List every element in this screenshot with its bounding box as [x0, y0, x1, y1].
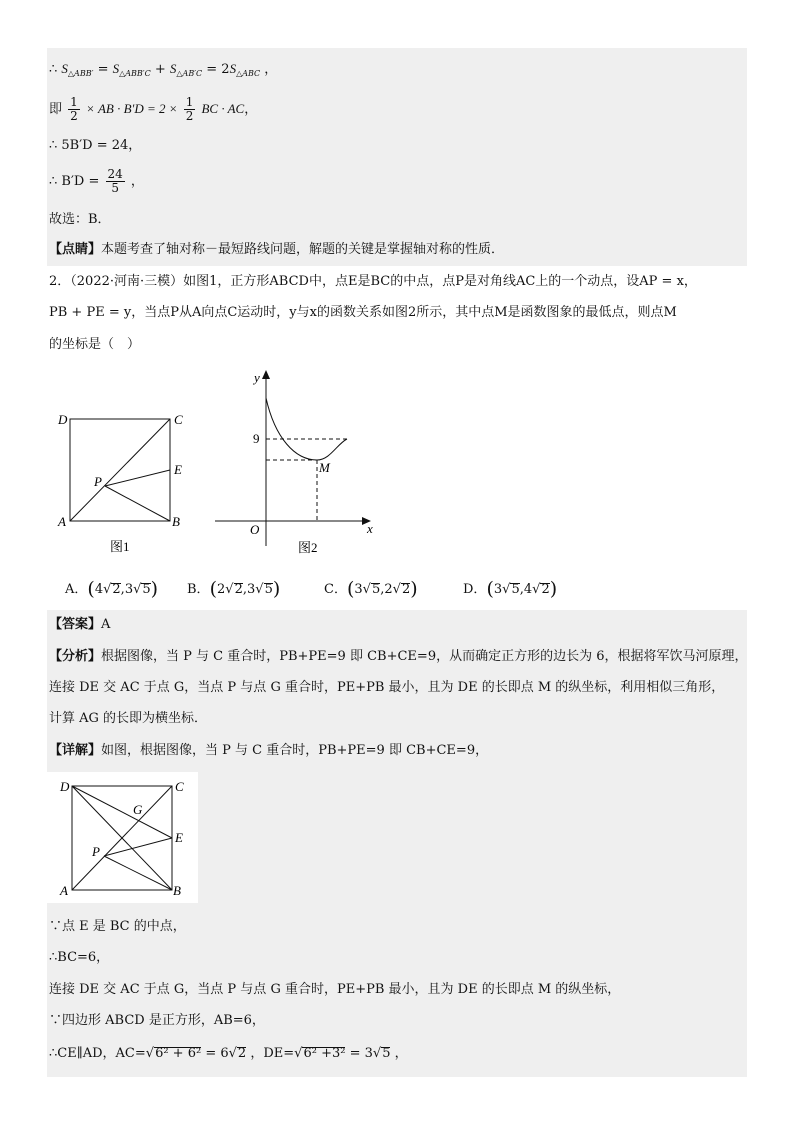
detail-segment-de [72, 786, 172, 838]
analysis-line-3: 计算 AG 的长即为横坐标． [49, 711, 208, 726]
caption-figure-1: 图1 [110, 539, 130, 554]
option-d[interactable]: D．(3√5,4√2) [463, 578, 558, 600]
comment-line: 【点睛】本题考查了轴对称－最短路线问题，解题的关键是掌握轴对称的性质． [49, 242, 505, 257]
label-m: M [319, 460, 330, 475]
detail-line-2: ∵点 E 是 BC 的中点， [49, 919, 186, 934]
label-nine: 9 [253, 431, 260, 446]
fraction-half: $\frac{1}{2}$ [70, 95, 78, 123]
figure-1 [52, 405, 192, 560]
detail-label-e: E [175, 830, 183, 845]
detail-line-4: 连接 DE 交 AC 于点 G，当点 P 与点 G 重合时，PE+PB 最小，且为 DE 的长即点 M 的纵坐标， [49, 982, 621, 997]
solution-line-4: ∴ B′D = $\frac{24}{5}$ ， [49, 167, 144, 195]
detail-label-b: B [173, 883, 181, 898]
detail-segment-pe [104, 838, 172, 856]
fraction-half-2: $\frac{1}{2}$ [185, 95, 194, 123]
detail-label-d: D [60, 779, 70, 794]
solution-line-1: ∴ $S_{\triangle ABB'} = S_{\triangle ABB'C} + S_{\triangle AB'C} = 2S_{\triangle ABC}$ ， [49, 61, 278, 78]
solution-line-2: 即 $\frac{1}{2}$ × AB · B′D = 2 × $\frac{1}{2}$ BC · AC， [49, 95, 258, 123]
label-b: B [172, 514, 180, 529]
caption-figure-2: 图2 [298, 540, 318, 555]
detail-line-5: ∵四边形 ABCD 是正方形，AB=6， [49, 1013, 265, 1028]
analysis-line-2: 连接 DE 交 AC 于点 G，当点 P 与点 G 重合时，PE+PB 最小，且为 DE 的长即点 M 的纵坐标，利用相似三角形， [49, 680, 725, 695]
function-curve [266, 398, 347, 460]
label-e: E [174, 462, 182, 477]
question-line-1: 2．（2022·河南·三模）如图1，正方形ABCD中，点E是BC的中点，点P是对角线AC上的一个动点，设AP = x， [49, 274, 697, 289]
analysis-line-1: 【分析】根据图像，当 P 与 C 重合时，PB+PE=9 即 CB+CE=9，从而确定正方形的边长为 6，根据将军饮马河原理， [49, 649, 748, 664]
label-c: C [174, 412, 183, 427]
solution-line-3: ∴ 5B′D = 24， [49, 138, 142, 153]
y-axis-arrow [262, 370, 270, 379]
detail-label-p: P [92, 844, 100, 859]
label-origin: O [250, 522, 260, 537]
detail-line-3: ∴BC=6， [49, 950, 110, 965]
detail-line-1: 【详解】如图，根据图像，当 P 与 C 重合时，PB+PE=9 即 CB+CE=9， [49, 743, 489, 758]
question-line-3: 的坐标是（ ） [49, 337, 141, 352]
detail-label-a: A [60, 883, 68, 898]
detail-line-6: ∴CE∥AD，AC=√6² + 6² = 6√2 ，DE=√6² +3² = 3√5 ， [49, 1046, 408, 1061]
question-line-2: PB + PE = y，当点P从A向点C运动时，y与x的函数关系如图2所示，其中点M是函数图象的最低点，则点M [49, 305, 677, 320]
segment-pe [105, 470, 170, 486]
option-a[interactable]: A．(4√2,3√5) [65, 578, 159, 600]
detail-segment-pb [104, 856, 172, 890]
figure-2 [205, 368, 385, 558]
option-b[interactable]: B．(2√2,3√5) [187, 578, 281, 600]
fraction-24-5: $\frac{24}{5}$ [107, 167, 123, 195]
detail-figure [52, 774, 197, 902]
detail-label-c: C [175, 779, 184, 794]
answer-line: 【答案】A [49, 617, 111, 632]
label-d: D [58, 412, 68, 427]
label-y-axis: y [254, 370, 260, 385]
label-p: P [94, 474, 102, 489]
option-c[interactable]: C．(3√5,2√2) [324, 578, 418, 600]
segment-pb [105, 486, 170, 521]
solution-line-5: 故选：B． [49, 212, 111, 227]
label-x-axis: x [367, 521, 373, 536]
label-a: A [58, 514, 66, 529]
detail-label-g: G [133, 802, 143, 817]
diagonal-ac [70, 419, 170, 521]
